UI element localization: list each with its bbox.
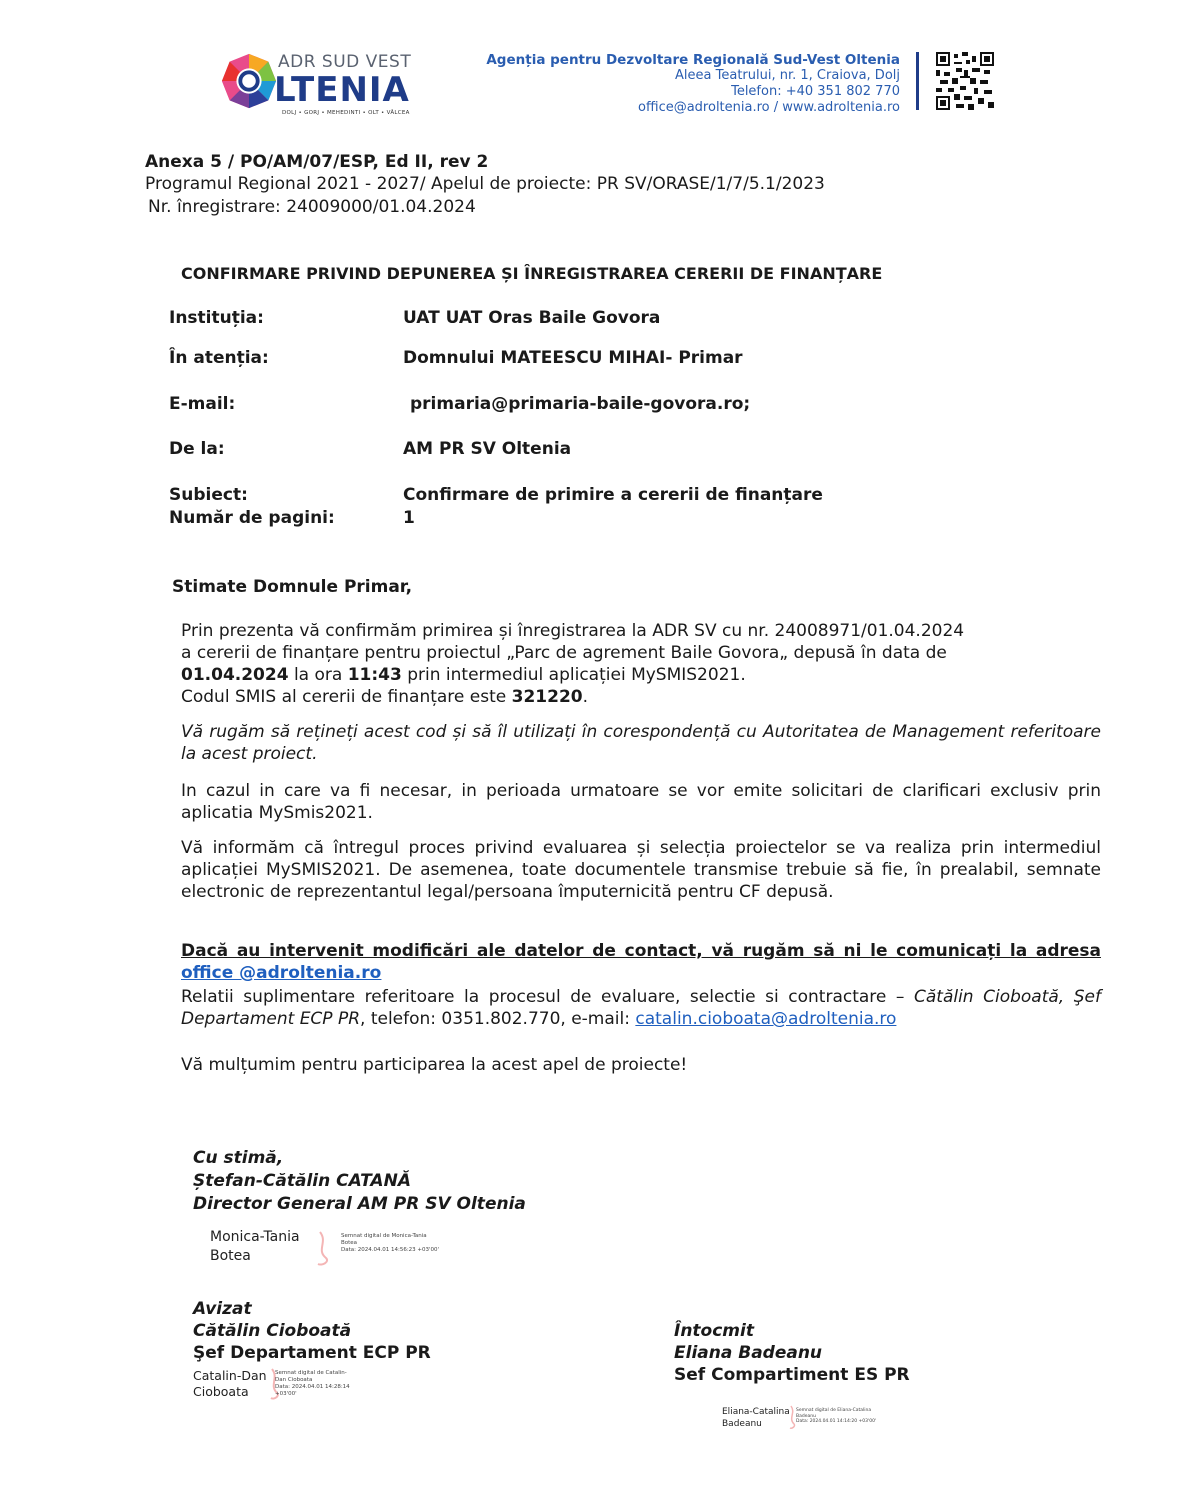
qr-code-icon: [936, 52, 994, 110]
contact-email-link[interactable]: catalin.cioboata@adroltenia.ro: [635, 1009, 897, 1029]
adr-logo: [220, 48, 430, 116]
submission-time: 11:43: [347, 665, 402, 685]
org-address: Aleea Teatrului, nr. 1, Craiova, Dolj: [675, 68, 900, 83]
avizat-title: Şef Departament ECP PR: [193, 1343, 431, 1363]
intocmit-label: Întocmit: [674, 1321, 754, 1341]
subject-label: Subiect:: [169, 485, 248, 505]
thanks-line: Vă mulțumim pentru participarea la acest apel de proiecte!: [181, 1055, 688, 1075]
regards: Cu stimă,: [193, 1148, 284, 1168]
logo-sub-text: DOLJ • GORJ • MEHEDINTI • OLT • VÂLCEA: [282, 110, 410, 116]
signature-1-name: Monica-Tania Botea: [210, 1229, 300, 1264]
subject-value: Confirmare de primire a cererii de finanțare: [403, 485, 823, 505]
document-title: CONFIRMARE PRIVIND DEPUNEREA ȘI ÎNREGISTRAREA CERERII DE FINANȚARE: [181, 264, 883, 283]
paragraph-clarifications: In cazul in care va fi necesar, in perioada urmatoare se vor emite solicitari de clarificari exclusiv prin aplicatia MySmis2021.: [181, 781, 1101, 823]
salutation: Stimate Domnule Primar,: [172, 577, 413, 597]
signature-3-stamp: Semnat digital de Eliana-Catalina Badeanu Data: 2024.04.01 14:14:20 +03'00': [796, 1408, 877, 1424]
paragraph-evaluation-process: Vă informăm că întregul proces privind evaluarea și selecția proiectelor se va realiza prin intermediul aplicației MySMIS2021. De asemenea, toate documentele transmise trebuie să fie, în prealabil, semnate electronic de reprezentantul legal/persoana împuternicită pentru CF depusă.: [181, 838, 1101, 902]
org-phone: Telefon: +40 351 802 770: [731, 84, 900, 99]
registration-number: [148, 196, 476, 218]
registration-value: 24009000/01.04.2024: [286, 197, 476, 217]
institution-value: UAT UAT Oras Baile Govora: [403, 308, 661, 328]
contact-person: Cătălin Cioboată, Şef Departament ECP PR: [181, 987, 1101, 1029]
attention-value: Domnului MATEESCU MIHAI- Primar: [403, 348, 743, 368]
attention-label: În atenția:: [169, 348, 269, 368]
signature-1-mark-icon: [312, 1228, 342, 1268]
header-divider: [916, 52, 919, 110]
registration-label: Nr. înregistrare:: [148, 197, 281, 217]
email-label: E-mail:: [169, 394, 236, 414]
paragraph-keep-code: Vă rugăm să rețineți acest cod și să îl utilizați în corespondență cu Autoritatea de Management referitoare la acest proiect.: [181, 722, 1101, 764]
office-email-link[interactable]: office @adroltenia.ro: [181, 963, 382, 983]
submission-date: 01.04.2024: [181, 665, 289, 685]
logo-main-text: LTENIA: [274, 70, 410, 110]
p1-line3: 01.04.2024 la ora 11:43 prin intermediul aplicației MySMIS2021.: [181, 665, 746, 685]
from-value: AM PR SV Oltenia: [403, 439, 572, 459]
pages-label: Număr de pagini:: [169, 508, 335, 528]
p1-line1: Prin prezenta vă confirmăm primirea și înregistrarea la ADR SV cu nr. 24008971/01.04.2024: [181, 621, 965, 641]
pages-value: 1: [403, 508, 415, 528]
paragraph-additional-info: Relatii suplimentare referitoare la procesul de evaluare, selectie si contractare – Cătălin Cioboată, Şef Departament ECP PR, telefon: 0351.802.770, e-mail: catalin.cioboata@adroltenia.ro: [181, 987, 1101, 1029]
signature-3-name: Eliana-Catalina Badeanu: [722, 1407, 790, 1429]
avizat-label: Avizat: [193, 1299, 252, 1319]
signature-2-stamp: Semnat digital de Catalin- Dan Cioboata Data: 2024.04.01 14:28:14 +03'00': [275, 1370, 350, 1397]
org-contact-block: [486, 52, 900, 116]
oltenia-logo-icon: [220, 52, 278, 110]
institution-label: Instituția:: [169, 308, 264, 328]
director-title: Director General AM PR SV Oltenia: [193, 1194, 526, 1214]
org-web[interactable]: office@adroltenia.ro / www.adroltenia.ro: [638, 100, 900, 115]
smis-code: 321220: [511, 687, 583, 707]
director-name: Ștefan-Cătălin CATANĂ: [193, 1171, 411, 1191]
program-ref: Programul Regional 2021 - 2027/ Apelul de proiecte: PR SV/ORASE/1/7/5.1/2023: [145, 174, 825, 194]
intocmit-title: Sef Compartiment ES PR: [674, 1365, 910, 1385]
paragraph-confirmation: [181, 620, 1101, 708]
org-name: Agenția pentru Dezvoltare Regională Sud-Vest Oltenia: [486, 52, 900, 68]
logo-top-text: ADR SUD VEST: [278, 52, 412, 72]
from-label: De la:: [169, 439, 225, 459]
signature-1-stamp: Semnat digital de Monica-Tania Botea Data: 2024.04.01 14:56:23 +03'00': [341, 1233, 440, 1253]
p1-line2: a cererii de finanțare pentru proiectul „Parc de agrement Baile Govora„ depusă în data de: [181, 643, 947, 663]
paragraph-contact-change: Dacă au intervenit modificări ale datelor de contact, vă rugăm să ni le comunicați la adresa office @adroltenia.ro: [181, 941, 1101, 983]
intocmit-name: Eliana Badeanu: [674, 1343, 823, 1363]
p1-line4: Codul SMIS al cererii de finanțare este 321220.: [181, 687, 589, 707]
avizat-name: Cătălin Cioboată: [193, 1321, 352, 1341]
annex-ref: Anexa 5 / PO/AM/07/ESP, Ed II, rev 2: [145, 152, 489, 172]
email-value: primaria@primaria-baile-govora.ro;: [410, 394, 751, 414]
signature-2-name: Catalin-Dan Cioboata: [193, 1368, 267, 1399]
